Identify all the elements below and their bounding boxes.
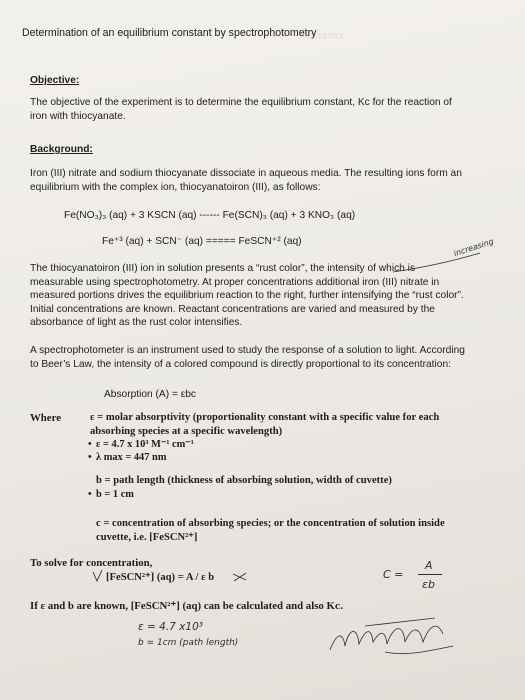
page-title: Determination of an equilibrium constant by spectrophotometry: [22, 27, 317, 39]
concentration-definition: c = concentration of absorbing species; or the concentration of solution inside cuvette, i.e. [FeSCN²⁺]: [96, 518, 445, 543]
bleed-through-text: xxxxxxxx: [300, 30, 344, 42]
handwritten-cross-icon: [230, 570, 250, 584]
handwritten-arrow-icon: [390, 248, 490, 278]
solve-intro: To solve for concentration,: [30, 557, 153, 569]
handwritten-c-numerator: A: [425, 559, 433, 572]
handwritten-path-note: b = 1cm (path length): [138, 638, 239, 648]
handwritten-checkmark-icon: [90, 568, 106, 584]
epsilon-value: • ε = 4.7 x 10³ M⁻¹ cm⁻¹: [88, 439, 194, 450]
background-heading: Background:: [30, 144, 93, 155]
objective-text: The objective of the experiment is to determine the equilibrium constant, Kᴄ for the reaction of iron with thiocyanate.: [30, 97, 452, 122]
handwritten-c-lhs: C =: [383, 568, 404, 581]
equation-net-ionic: Fe⁺³ (aq) + SCN⁻ (aq) ===== FeSCN⁺² (aq): [102, 236, 302, 247]
lambda-max-text: λ max = 447 nm: [96, 452, 167, 463]
objective-heading: Objective:: [30, 75, 80, 86]
handwritten-c-denominator: εb: [422, 578, 435, 591]
path-length-definition: b = path length (thickness of absorbing solution, width of cuvette): [96, 475, 392, 486]
handwritten-scribble-icon: [325, 612, 460, 662]
lambda-max: • λ max = 447 nm: [88, 452, 167, 463]
path-length-value-text: b = 1 cm: [96, 489, 134, 500]
path-length-value: • b = 1 cm: [88, 489, 134, 500]
background-paragraph-2: A spectrophotometer is an instrument used to study the response of a solution to light. According to Beer’s Law, the intensity of a colored compound is directly proportional to its concentration:: [30, 345, 465, 370]
handwritten-fraction-bar: [418, 574, 442, 575]
background-paragraph-1: The thiocyanatoiron (III) ion in solution presents a “rust color”, the intensity of which is measurable using spectrophotometry. At proper concentrations additional iron (III) nitrate in measured portions drives the equilibrium reaction to the right, further intensifying the “rust color”. Initial concentrations are known. Reactant concentrations are varied and measured by the absorbance of light as the rust color intensifies.: [30, 263, 464, 329]
handwritten-epsilon-note: ε = 4.7 x10³: [138, 621, 203, 633]
equation-full: Fe(NO₃)₃ (aq) + 3 KSCN (aq) ------ Fe(SCN)₃ (aq) + 3 KNO₃ (aq): [64, 210, 356, 221]
epsilon-definition: ε = molar absorptivity (proportionality constant with a specific value for each absorbing species at a specific wavelength): [90, 412, 440, 437]
epsilon-value-text: ε = 4.7 x 10³ M⁻¹ cm⁻¹: [96, 439, 194, 450]
solve-formula: [FeSCN²⁺] (aq) = A / ε b: [106, 572, 215, 583]
beers-law-equation: Absorption (A) = εbc: [104, 389, 197, 400]
where-label: Where: [30, 412, 61, 424]
handwritten-increasing: increasing: [452, 236, 495, 259]
solve-conclusion: If ε and b are known, [FeSCN²⁺] (aq) can be calculated and also Kᴄ.: [30, 600, 344, 612]
background-intro: Iron (III) nitrate and sodium thiocyanate dissociate in aqueous media. The resulting ions form an equilibrium with the complex ion, thiocyanatoiron (III), as follows:: [30, 168, 462, 193]
